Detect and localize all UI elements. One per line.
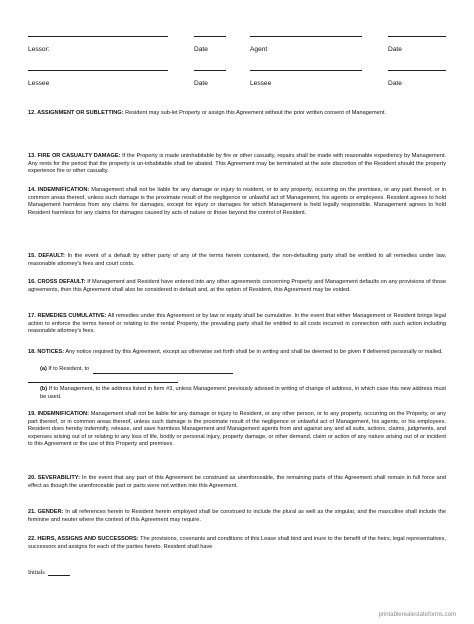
section-18-heading: 18. NOTICES: xyxy=(28,349,65,355)
resident-address-line-2[interactable] xyxy=(28,382,178,383)
lessee2-date-label: Date xyxy=(388,80,402,87)
section-15 xyxy=(28,253,446,268)
section-16-text: If Management and Resident have entered into any other agreements concerning Property and Management defaults on any provisions of those agreements, then this Agreement shall also be considered in default and, at the option of Resident, this Agreement may be voided. xyxy=(28,279,446,293)
section-18b-text: If to Management, to the address listed in Item #3, unless Management previously advised in writing of change of address, in which case this new address must be used. xyxy=(40,386,446,400)
agent-signature-line[interactable] xyxy=(250,36,362,37)
section-17 xyxy=(28,313,446,336)
section-21-text: In all references herein to Resident herein employed shall be construed to include the plural as well as the singular, and the masculine shall include the feminine and neuter where the context of this Agreement may require. xyxy=(28,509,447,523)
lessor-label: Lessor: xyxy=(28,46,50,53)
lessee1-date-label: Date xyxy=(194,80,208,87)
section-16 xyxy=(28,279,446,294)
section-22-heading: 22. HEIRS, ASSIGNS AND SUCCESSORS: xyxy=(28,536,139,542)
lessee2-signature-line[interactable] xyxy=(250,70,362,71)
agent-date-label: Date xyxy=(388,46,402,53)
initials-field xyxy=(28,570,70,576)
section-18a-text: If to Resident, to xyxy=(48,366,90,372)
section-12-text: Resident may sub-let Property or assign this Agreement without the prior written consent of Management. xyxy=(125,110,386,116)
section-18 xyxy=(28,349,446,357)
signature-row-lessee xyxy=(0,70,474,90)
lessee1-signature-line[interactable] xyxy=(28,70,168,71)
initials-line[interactable] xyxy=(48,570,70,576)
resident-address-line[interactable] xyxy=(93,367,233,374)
section-21-heading: 21. GENDER: xyxy=(28,509,64,515)
agent-label: Agent xyxy=(250,46,268,53)
section-13-heading: 13. FIRE OR CASUALTY DAMAGE: xyxy=(28,153,121,159)
section-15-heading: 15. DEFAULT: xyxy=(28,253,65,259)
section-14-text: Management shall not be liable for any damage or injury to resident, or to any property, occurring on the premises, or any part thereof, or in common areas thereof, unless such damage is the proximate result of the negligence or unlawful act of Management, his agents or employees. Resident agrees to hold Management harmless from any claims for damages, except for injury or damages for which Management is held legally responsible. Management agrees to hold Resident harmless for any claims for damages caused by acts of nature or those beyond the control of Resident. xyxy=(28,187,446,216)
lessor-signature-line[interactable] xyxy=(28,36,168,37)
section-19 xyxy=(28,411,446,449)
section-18a-label: (a) xyxy=(40,366,47,372)
agent-date-line[interactable] xyxy=(388,36,446,37)
lessee1-date-line[interactable] xyxy=(194,70,226,71)
section-18-text: Any notice required by this Agreement, except as otherwise set forth shall be in writing and shall be deemed to be given if delivered personally or mailed. xyxy=(65,349,443,355)
signature-row-lessor xyxy=(0,36,474,56)
lessee2-date-line[interactable] xyxy=(388,70,446,71)
section-12-heading: 12. ASSIGNMENT OR SUBLETTING: xyxy=(28,110,124,116)
section-13 xyxy=(28,153,446,176)
section-20 xyxy=(28,475,446,490)
section-18b xyxy=(40,386,446,401)
section-17-text: All remedies under this Agreement or by law or equity shall be cumulative. In the event that either Management or Resident brings legal action to enforce the terms hereof or relating to the rental Property, the prevailing party shall be entitled to all costs incurred in connection with such action including reasonable attorney's fees. xyxy=(28,313,447,335)
section-22-text: The provisions, covenants and conditions of this Lease shall bind and inure to the benefit of the heirs, legal representatives, successors and assigns for each of the parties hereto. Resident shall have xyxy=(28,536,446,550)
section-14-heading: 14. INDEMNIFICATION: xyxy=(28,187,90,193)
section-21 xyxy=(28,509,446,524)
initials-label: Initials xyxy=(28,570,45,576)
section-22 xyxy=(28,536,446,551)
section-20-text: In the event that any part of this Agreement be construed as unenforceable, the remaining parts of this Agreement shall remain in full force and effect as though the unenforceable part or parts were not written into this Agreement. xyxy=(28,475,446,489)
section-19-heading: 19. INDEMNIFICATION: xyxy=(28,411,89,417)
section-16-heading: 16. CROSS DEFAULT: xyxy=(28,279,86,285)
footer-url: printablerealestateforms.com xyxy=(378,612,456,618)
lessor-date-line[interactable] xyxy=(194,36,226,37)
section-12 xyxy=(28,110,446,118)
lessor-date-label: Date xyxy=(194,46,208,53)
section-15-text: In the event of a default by either party of any of the terms herein contained, the non-defaulting party shall be entitled to all remedies under law, reasonable attorney's fees and court costs. xyxy=(28,253,446,267)
section-19-text: Management shall not be liable for any damage or injury to Resident, or any other person, or to any property, occurring on the Property, or any part thereof, or in common areas thereof, unless such damage is the proximate result of the negligence or unlawful act of Management, his agents, or his employees. Resident does hereby indemnify, release, and save harmless Management and Management agents from and against any and all suits, actions, claims, judgments, and expenses arising out of or relating to any loss of life, bodily or personal injury, property damage, or other demand, claim or action of any nature arising out of or incident to this Agreement or the use of this Property and premises. xyxy=(28,411,446,448)
section-13-text: If the Property is made uninhabitable by fire or other casualty, repairs shall be made with reasonable expediency by Management. Any rents for the period that the property is un-inhabitable shall be abated. This Agreement may be terminated at the sole discretion of the Resident should the property experience fire or other casualty. xyxy=(28,153,446,175)
section-14 xyxy=(28,187,446,217)
section-20-heading: 20. SEVERABILITY: xyxy=(28,475,80,481)
section-18b-label: (b) xyxy=(40,386,48,392)
lessee1-label: Lessee xyxy=(28,80,50,87)
lessee2-label: Lessee xyxy=(250,80,272,87)
section-17-heading: 17. REMEDIES CUMULATIVE: xyxy=(28,313,107,319)
section-18a xyxy=(40,366,446,374)
